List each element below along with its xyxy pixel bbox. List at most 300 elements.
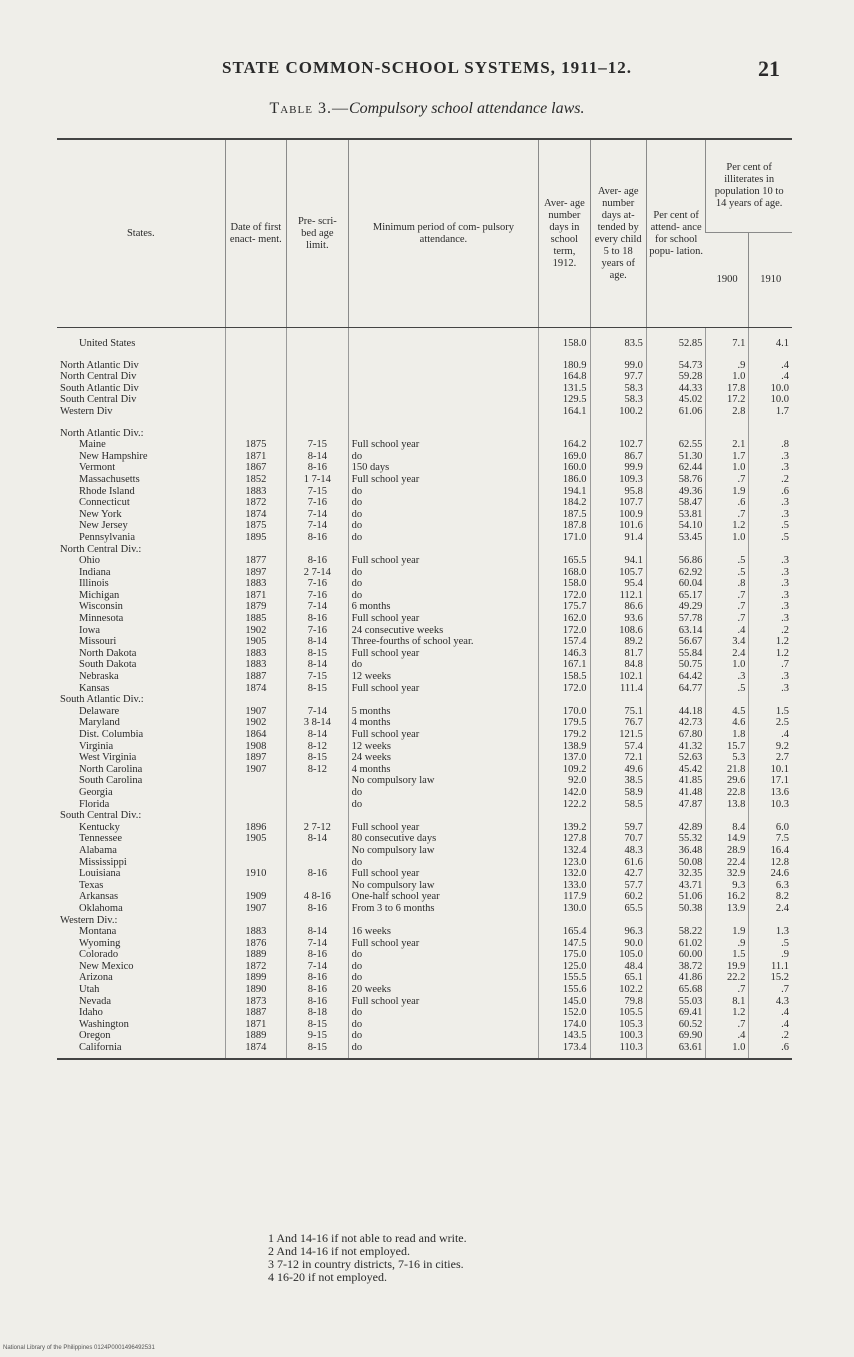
illiterate-1910-cell: .3	[749, 555, 792, 567]
group-heading-row	[57, 544, 792, 556]
avg-days-cell: 127.8	[539, 833, 590, 845]
avg-attended-cell: 107.7	[590, 497, 646, 509]
illiterate-1900-cell: .5	[706, 683, 749, 695]
state-cell: North Dakota	[79, 647, 137, 659]
date-cell: 1889	[225, 1030, 287, 1042]
group-heading-row	[57, 428, 792, 440]
illiterate-1900-cell: 2.8	[706, 406, 749, 418]
avg-days-cell: 158.5	[539, 671, 590, 683]
state-cell: Delaware	[79, 705, 120, 717]
date-cell	[225, 383, 287, 395]
minimum-period-cell: 12 weeks	[348, 741, 539, 753]
state-cell: Idaho	[79, 1007, 103, 1019]
avg-attended-cell: 81.7	[590, 648, 646, 660]
illiterate-1900-cell: 21.8	[706, 764, 749, 776]
avg-attended-cell: 58.5	[590, 799, 646, 811]
table-row	[57, 775, 792, 787]
table-row	[57, 555, 792, 567]
avg-days-cell: 125.0	[539, 961, 590, 973]
table-row	[57, 683, 792, 695]
pct-attendance-cell: 57.78	[646, 613, 705, 625]
illiterate-1900-cell: 1.9	[706, 926, 749, 938]
avg-days-cell: 174.0	[539, 1019, 590, 1031]
illiterate-1910-cell: 2.7	[749, 752, 792, 764]
state-cell: Arkansas	[79, 891, 119, 903]
state-cell: North Central Div	[60, 371, 137, 383]
illiterate-1900-cell: 1.8	[706, 729, 749, 741]
state-cell: South Central Div	[60, 394, 137, 406]
illiterate-1910-cell: .4	[749, 1007, 792, 1019]
pct-attendance-cell: 42.89	[646, 822, 705, 834]
pct-attendance-cell: 51.30	[646, 451, 705, 463]
table-row	[57, 926, 792, 938]
date-cell	[225, 394, 287, 406]
pct-attendance-cell: 58.76	[646, 474, 705, 486]
pct-attendance-cell: 50.38	[646, 903, 705, 915]
table-row	[57, 822, 792, 834]
state-cell: Iowa	[79, 624, 100, 636]
table-caption	[0, 100, 854, 118]
age-limit-cell: 2 7-12	[287, 822, 349, 834]
table-caption-text: Compulsory school attendance laws.	[348, 100, 585, 117]
age-limit-cell: 7-14	[287, 520, 349, 532]
pct-attendance-cell: 53.45	[646, 532, 705, 544]
avg-attended-cell: 42.7	[590, 868, 646, 880]
avg-attended-cell: 96.3	[590, 926, 646, 938]
age-limit-cell	[287, 845, 349, 857]
avg-days-cell: 146.3	[539, 648, 590, 660]
illiterate-1900-cell: 22.4	[706, 857, 749, 869]
illiterate-1900-cell: 13.9	[706, 903, 749, 915]
table-row	[57, 671, 792, 683]
avg-attended-cell: 65.1	[590, 972, 646, 984]
avg-days-cell: 180.9	[539, 360, 590, 372]
avg-days-cell: 194.1	[539, 486, 590, 498]
avg-days-cell: 172.0	[539, 625, 590, 637]
avg-days-cell: 117.9	[539, 891, 590, 903]
illiterate-1900-cell: 5.3	[706, 752, 749, 764]
age-limit-cell: 3 8-14	[287, 717, 349, 729]
age-limit-cell: 8-16	[287, 972, 349, 984]
state-cell: Kansas	[79, 682, 110, 694]
minimum-period-cell: do	[348, 659, 539, 671]
pct-attendance-cell: 56.67	[646, 636, 705, 648]
illiterate-1910-cell: 2.5	[749, 717, 792, 729]
illiterate-1910-cell: .3	[749, 451, 792, 463]
pct-attendance-cell: 61.06	[646, 406, 705, 418]
illiterate-1910-cell: .5	[749, 532, 792, 544]
illiterate-1910-cell: .3	[749, 590, 792, 602]
date-cell: 1902	[225, 625, 287, 637]
date-cell: 1874	[225, 683, 287, 695]
avg-days-cell: 179.5	[539, 717, 590, 729]
age-limit-cell: 7-16	[287, 497, 349, 509]
table-row	[57, 659, 792, 671]
avg-attended-cell: 75.1	[590, 706, 646, 718]
state-cell: Rhode Island	[79, 485, 135, 497]
age-limit-cell: 8-15	[287, 1042, 349, 1059]
age-limit-cell: 8-14	[287, 926, 349, 938]
pct-attendance-cell: 63.14	[646, 625, 705, 637]
illiterate-1910-cell: 15.2	[749, 972, 792, 984]
avg-attended-cell: 76.7	[590, 717, 646, 729]
illiterate-1900-cell: .5	[706, 555, 749, 567]
illiterate-1910-cell: 1.2	[749, 636, 792, 648]
state-cell: Texas	[79, 879, 104, 891]
pct-attendance-cell: 55.84	[646, 648, 705, 660]
avg-attended-cell: 108.6	[590, 625, 646, 637]
footnote: 4 16-20 if not employed.	[268, 1270, 387, 1284]
date-cell	[225, 880, 287, 892]
avg-attended-cell: 59.7	[590, 822, 646, 834]
group-heading: North Central Div.:	[60, 543, 142, 555]
header-pct-attendance: Per cent of attend- ance for school popu- lation.	[646, 139, 705, 328]
spacer-row	[57, 418, 792, 428]
illiterate-1910-cell: 12.8	[749, 857, 792, 869]
illiterate-1900-cell: .9	[706, 938, 749, 950]
minimum-period-cell: 24 weeks	[348, 752, 539, 764]
minimum-period-cell: do	[348, 961, 539, 973]
illiterate-1910-cell: .9	[749, 949, 792, 961]
avg-attended-cell: 61.6	[590, 857, 646, 869]
age-limit-cell: 8-16	[287, 903, 349, 915]
minimum-period-cell: do	[348, 972, 539, 984]
table-row	[57, 625, 792, 637]
illiterate-1910-cell: .2	[749, 474, 792, 486]
pct-attendance-cell: 44.18	[646, 706, 705, 718]
date-cell: 1897	[225, 567, 287, 579]
avg-days-cell: 145.0	[539, 996, 590, 1008]
illiterate-1910-cell: .3	[749, 613, 792, 625]
avg-days-cell: 167.1	[539, 659, 590, 671]
table-row	[57, 833, 792, 845]
minimum-period-cell: Full school year	[348, 996, 539, 1008]
pct-attendance-cell: 36.48	[646, 845, 705, 857]
illiterate-1910-cell: .6	[749, 1042, 792, 1059]
illiterate-1900-cell: .9	[706, 360, 749, 372]
illiterate-1900-cell: 1.5	[706, 949, 749, 961]
pct-attendance-cell: 47.87	[646, 799, 705, 811]
header-avg-days: Aver- age number days in school term, 1912.	[539, 139, 590, 328]
illiterate-1910-cell: 6.0	[749, 822, 792, 834]
illiterate-1910-cell: .3	[749, 578, 792, 590]
avg-days-cell: 129.5	[539, 394, 590, 406]
table-row	[57, 360, 792, 372]
minimum-period-cell: 6 months	[348, 601, 539, 613]
state-cell: Montana	[79, 926, 117, 938]
running-head: STATE COMMON-SCHOOL SYSTEMS, 1911–12.	[222, 58, 632, 77]
illiterate-1900-cell: 1.0	[706, 659, 749, 671]
date-cell	[225, 845, 287, 857]
avg-days-cell: 155.5	[539, 972, 590, 984]
illiterate-1910-cell: 16.4	[749, 845, 792, 857]
minimum-period-cell: 24 consecutive weeks	[348, 625, 539, 637]
avg-attended-cell: 86.7	[590, 451, 646, 463]
table-row	[57, 578, 792, 590]
avg-attended-cell: 109.3	[590, 474, 646, 486]
avg-days-cell: 164.1	[539, 406, 590, 418]
illiterate-1910-cell: 24.6	[749, 868, 792, 880]
illiterate-1910-cell: 4.3	[749, 996, 792, 1008]
minimum-period-cell: 4 months	[348, 764, 539, 776]
illiterate-1900-cell: 2.1	[706, 439, 749, 451]
age-limit-cell: 7-15	[287, 671, 349, 683]
state-cell: Vermont	[79, 462, 116, 474]
illiterate-1910-cell: .3	[749, 683, 792, 695]
illiterate-1900-cell: .7	[706, 984, 749, 996]
table-row	[57, 717, 792, 729]
avg-days-cell: 158.0	[539, 578, 590, 590]
state-cell: Arizona	[79, 972, 113, 984]
avg-days-cell: 92.0	[539, 775, 590, 787]
date-cell: 1883	[225, 648, 287, 660]
pct-attendance-cell: 49.36	[646, 486, 705, 498]
table-row	[57, 972, 792, 984]
avg-attended-cell: 95.8	[590, 486, 646, 498]
state-cell: Virginia	[79, 740, 114, 752]
state-cell: Tennessee	[79, 833, 122, 845]
table-row	[57, 903, 792, 915]
spacer-row	[57, 328, 792, 339]
state-cell: Pennsylvania	[79, 531, 135, 543]
pct-attendance-cell: 62.44	[646, 462, 705, 474]
pct-attendance-cell: 60.00	[646, 949, 705, 961]
illiterate-1910-cell: .4	[749, 371, 792, 383]
illiterate-1910-cell: .8	[749, 439, 792, 451]
date-cell: 1871	[225, 1019, 287, 1031]
illiterate-1900-cell: 1.2	[706, 520, 749, 532]
avg-attended-cell: 110.3	[590, 1042, 646, 1059]
date-cell: 1852	[225, 474, 287, 486]
avg-attended-cell: 72.1	[590, 752, 646, 764]
avg-attended-cell: 57.4	[590, 741, 646, 753]
avg-attended-cell: 48.3	[590, 845, 646, 857]
header-1910: 1910	[749, 233, 792, 328]
minimum-period-cell: No compulsory law	[348, 845, 539, 857]
avg-attended-cell: 58.3	[590, 383, 646, 395]
avg-days-cell: 164.8	[539, 371, 590, 383]
avg-attended-cell: 58.3	[590, 394, 646, 406]
table-row	[57, 868, 792, 880]
table-row	[57, 383, 792, 395]
age-limit-cell: 7-14	[287, 961, 349, 973]
illiterate-1900-cell: 15.7	[706, 741, 749, 753]
state-cell: Georgia	[79, 786, 113, 798]
date-cell: 1890	[225, 984, 287, 996]
illiterate-1910-cell: 1.5	[749, 706, 792, 718]
age-limit-cell: 8-15	[287, 648, 349, 660]
date-cell	[225, 787, 287, 799]
avg-attended-cell: 99.9	[590, 462, 646, 474]
avg-attended-cell: 58.9	[590, 787, 646, 799]
table-row	[57, 1030, 792, 1042]
avg-days-cell: 133.0	[539, 880, 590, 892]
table-row	[57, 984, 792, 996]
table-row	[57, 729, 792, 741]
date-cell: 1871	[225, 590, 287, 602]
avg-days-cell: 152.0	[539, 1007, 590, 1019]
avg-days-cell: 109.2	[539, 764, 590, 776]
avg-days-cell: 132.0	[539, 868, 590, 880]
avg-days-cell: 168.0	[539, 567, 590, 579]
illiterate-1900-cell: 16.2	[706, 891, 749, 903]
avg-attended-cell: 38.5	[590, 775, 646, 787]
avg-attended-cell: 100.2	[590, 406, 646, 418]
illiterate-1900-cell: .4	[706, 1030, 749, 1042]
date-cell: 1907	[225, 764, 287, 776]
illiterate-1910-cell: 1.7	[749, 406, 792, 418]
pct-attendance-cell: 41.48	[646, 787, 705, 799]
state-cell: Illinois	[79, 578, 109, 590]
illiterate-1900-cell: 1.9	[706, 486, 749, 498]
avg-attended-cell: 105.7	[590, 567, 646, 579]
avg-days-cell: 165.5	[539, 555, 590, 567]
table-row	[57, 497, 792, 509]
avg-attended-cell: 83.5	[590, 338, 646, 350]
state-cell: New York	[79, 508, 122, 520]
table-row	[57, 474, 792, 486]
pct-attendance-cell: 55.32	[646, 833, 705, 845]
state-cell: West Virginia	[79, 752, 137, 764]
age-limit-cell	[287, 775, 349, 787]
illiterate-1900-cell: 14.9	[706, 833, 749, 845]
table-body	[57, 328, 792, 1059]
minimum-period-cell: Full school year	[348, 868, 539, 880]
date-cell	[225, 360, 287, 372]
footnote: 3 7-12 in country districts, 7-16 in cities.	[268, 1257, 464, 1271]
date-cell: 1907	[225, 903, 287, 915]
header-date: Date of first enact- ment.	[225, 139, 287, 328]
illiterate-1910-cell: 6.3	[749, 880, 792, 892]
state-cell: Missouri	[79, 636, 117, 648]
age-limit-cell	[287, 371, 349, 383]
illiterate-1900-cell: 1.0	[706, 532, 749, 544]
date-cell: 1864	[225, 729, 287, 741]
pct-attendance-cell: 45.42	[646, 764, 705, 776]
minimum-period-cell: 80 consecutive days	[348, 833, 539, 845]
minimum-period-cell: 12 weeks	[348, 671, 539, 683]
avg-attended-cell: 101.6	[590, 520, 646, 532]
illiterate-1910-cell: 10.3	[749, 799, 792, 811]
minimum-period-cell: Full school year	[348, 822, 539, 834]
minimum-period-cell: do	[348, 857, 539, 869]
age-limit-cell: 8-16	[287, 984, 349, 996]
illiterate-1900-cell: .7	[706, 474, 749, 486]
date-cell: 1895	[225, 532, 287, 544]
avg-attended-cell: 111.4	[590, 683, 646, 695]
age-limit-cell	[287, 360, 349, 372]
minimum-period-cell: do	[348, 520, 539, 532]
date-cell: 1873	[225, 996, 287, 1008]
illiterate-1900-cell: 1.2	[706, 1007, 749, 1019]
minimum-period-cell: 150 days	[348, 462, 539, 474]
avg-days-cell: 186.0	[539, 474, 590, 486]
pct-attendance-cell: 54.73	[646, 360, 705, 372]
avg-days-cell: 130.0	[539, 903, 590, 915]
avg-attended-cell: 95.4	[590, 578, 646, 590]
date-cell: 1908	[225, 741, 287, 753]
minimum-period-cell: One-half school year	[348, 891, 539, 903]
pct-attendance-cell: 67.80	[646, 729, 705, 741]
avg-attended-cell: 121.5	[590, 729, 646, 741]
state-cell: Florida	[79, 798, 110, 810]
illiterate-1910-cell: 4.1	[749, 338, 792, 350]
pct-attendance-cell: 62.55	[646, 439, 705, 451]
table-row	[57, 567, 792, 579]
illiterate-1900-cell: 22.2	[706, 972, 749, 984]
spacer-row	[57, 350, 792, 360]
illiterate-1900-cell: .7	[706, 601, 749, 613]
pct-attendance-cell: 54.10	[646, 520, 705, 532]
minimum-period-cell: do	[348, 532, 539, 544]
date-cell: 1872	[225, 497, 287, 509]
pct-attendance-cell: 49.29	[646, 601, 705, 613]
state-cell: Western Div	[60, 405, 113, 417]
avg-attended-cell: 105.3	[590, 1019, 646, 1031]
age-limit-cell: 4 8-16	[287, 891, 349, 903]
table-row	[57, 613, 792, 625]
avg-days-cell: 175.7	[539, 601, 590, 613]
avg-days-cell: 162.0	[539, 613, 590, 625]
minimum-period-cell: Full school year	[348, 439, 539, 451]
date-cell: 1872	[225, 961, 287, 973]
age-limit-cell: 8-12	[287, 741, 349, 753]
avg-days-cell: 175.0	[539, 949, 590, 961]
illiterate-1900-cell: 8.1	[706, 996, 749, 1008]
date-cell: 1907	[225, 706, 287, 718]
compulsory-attendance-table	[57, 138, 792, 1060]
table-row	[57, 394, 792, 406]
illiterate-1910-cell: .4	[749, 729, 792, 741]
pct-attendance-cell: 50.75	[646, 659, 705, 671]
date-cell	[225, 406, 287, 418]
footnotes	[268, 1232, 467, 1284]
age-limit-cell: 1 7-14	[287, 474, 349, 486]
age-limit-cell: 7-15	[287, 439, 349, 451]
pct-attendance-cell: 45.02	[646, 394, 705, 406]
illiterate-1910-cell: .3	[749, 567, 792, 579]
age-limit-cell: 7-15	[287, 486, 349, 498]
illiterate-1900-cell: 19.9	[706, 961, 749, 973]
state-cell: South Atlantic Div	[60, 382, 139, 394]
page-number: 21	[758, 56, 780, 81]
age-limit-cell: 7-14	[287, 601, 349, 613]
illiterate-1910-cell: .3	[749, 462, 792, 474]
state-cell: Ohio	[79, 555, 100, 567]
date-cell	[225, 338, 287, 350]
pct-attendance-cell: 44.33	[646, 383, 705, 395]
state-cell: South Dakota	[79, 659, 137, 671]
table-row	[57, 996, 792, 1008]
header-1900: 1900	[706, 233, 749, 328]
age-limit-cell	[287, 880, 349, 892]
header-illiterates: Per cent of illiterates in population 10 to 14 years of age.	[706, 139, 792, 233]
illiterate-1900-cell: 22.8	[706, 787, 749, 799]
illiterate-1910-cell: 13.6	[749, 787, 792, 799]
minimum-period-cell: From 3 to 6 months	[348, 903, 539, 915]
age-limit-cell: 7-14	[287, 706, 349, 718]
avg-days-cell: 155.6	[539, 984, 590, 996]
avg-attended-cell: 102.7	[590, 439, 646, 451]
illiterate-1900-cell: 29.6	[706, 775, 749, 787]
table-row	[57, 601, 792, 613]
state-cell: Alabama	[79, 844, 117, 856]
table-row	[57, 439, 792, 451]
group-heading: South Central Div.:	[60, 810, 142, 822]
avg-attended-cell: 100.3	[590, 1030, 646, 1042]
avg-days-cell: 158.0	[539, 338, 590, 350]
avg-attended-cell: 89.2	[590, 636, 646, 648]
